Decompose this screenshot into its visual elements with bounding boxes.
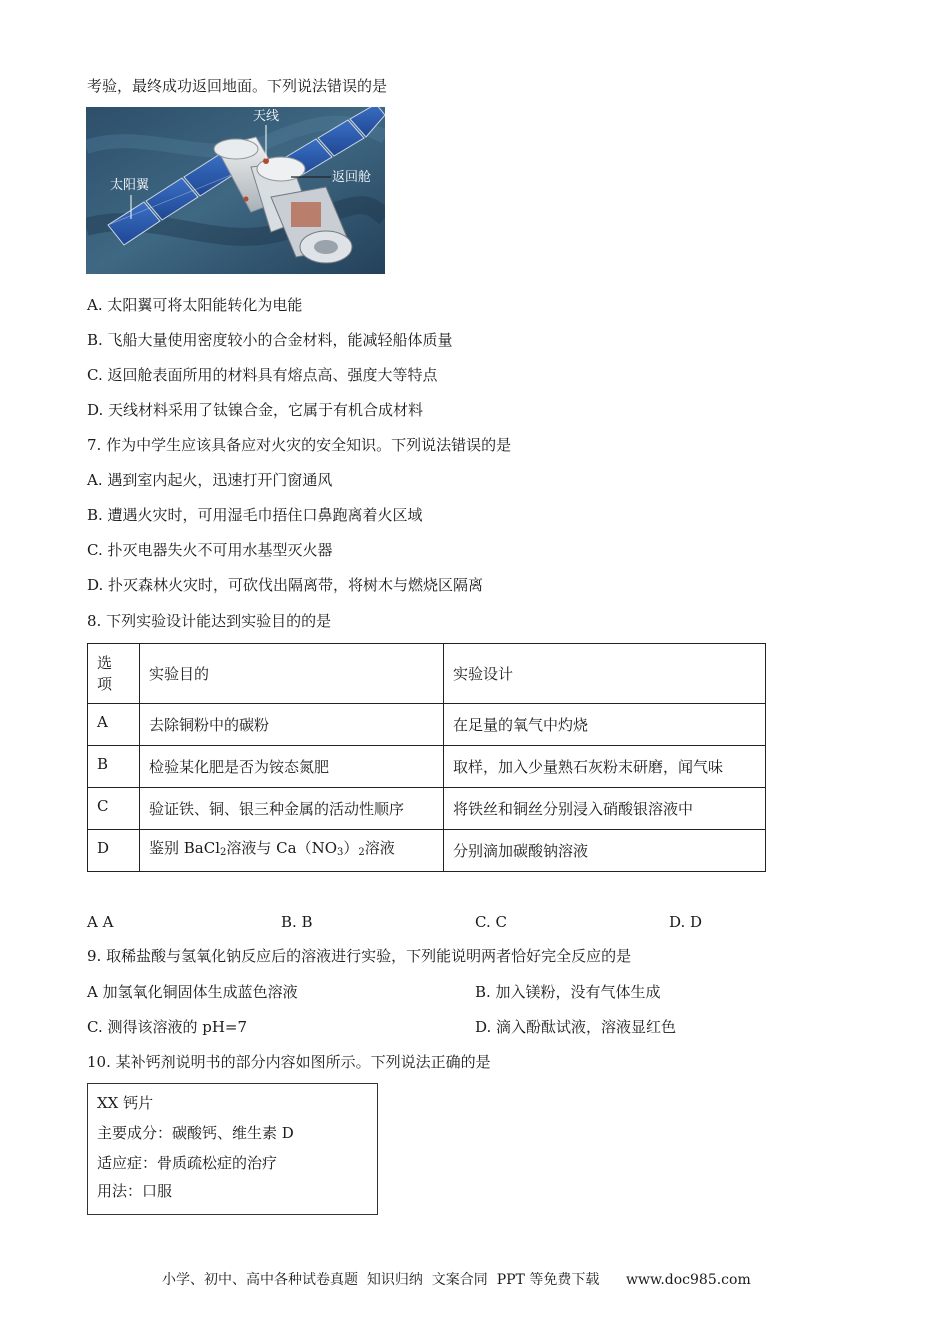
table-row (88, 788, 766, 830)
table-row (88, 830, 766, 872)
spacecraft-image (86, 107, 385, 274)
q9-option-b: B. 加入镁粉，没有气体生成 (475, 983, 661, 1001)
header-option-text: 选项 (97, 653, 113, 693)
box-line: XX 钙片 (97, 1094, 154, 1112)
table-row (88, 746, 766, 788)
subscript: 2 (358, 847, 365, 858)
q8-answer-d: D. D (669, 913, 703, 931)
q9-option-c: C. 测得该溶液的 pH=7 (87, 1018, 248, 1036)
row-b-purpose: 检验某化肥是否为铵态氮肥 (140, 746, 444, 788)
row-a-option: A (88, 704, 140, 746)
q9-option-a: A 加氢氧化铜固体生成蓝色溶液 (87, 983, 298, 1001)
header-purpose: 实验目的 (140, 644, 444, 704)
q7-option-d: D. 扑灭森林火灾时，可砍伐出隔离带，将树木与燃烧区隔离 (87, 576, 484, 594)
box-line: 主要成分：碳酸钙、维生素 D (97, 1124, 294, 1142)
page-footer: 小学、初中、高中各种试卷真题 知识归纳 文案合同 PPT 等免费下载 www.doc985.com (162, 1272, 751, 1288)
q7-option-a: A. 遇到室内起火，迅速打开门窗通风 (87, 471, 333, 489)
q7-stem: 7. 作为中学生应该具备应对火灾的安全知识。下列说法错误的是 (87, 436, 512, 454)
table-header-row (88, 644, 766, 704)
row-d-purpose-part: 鉴别 BaCl (149, 839, 221, 857)
row-d-design: 分别滴加碳酸钠溶液 (444, 830, 766, 872)
header-option (88, 644, 140, 704)
row-d-purpose-part: 溶液 (364, 839, 395, 857)
q7-option-c: C. 扑灭电器失火不可用水基型灭火器 (87, 541, 333, 559)
experiment-table (87, 643, 766, 872)
row-d-purpose-part: 溶液与 Ca（NO (226, 839, 338, 857)
question-6-stem-continuation: 考验，最终成功返回地面。下列说法错误的是 (87, 77, 388, 95)
header-design: 实验设计 (444, 644, 766, 704)
return-capsule-label: 返回舱 (332, 170, 372, 185)
solar-wing-label: 太阳翼 (110, 178, 150, 193)
q8-answer-c: C. C (475, 913, 507, 931)
q8-answer-b: B. B (281, 913, 313, 931)
q10-stem: 10. 某补钙剂说明书的部分内容如图所示。下列说法正确的是 (87, 1053, 491, 1071)
row-c-purpose: 验证铁、铜、银三种金属的活动性顺序 (140, 788, 444, 830)
row-b-design: 取样，加入少量熟石灰粉末研磨，闻气味 (444, 746, 766, 788)
q6-option-a: A. 太阳翼可将太阳能转化为电能 (87, 296, 303, 314)
row-d-option: D (88, 830, 140, 872)
antenna-label: 天线 (253, 109, 280, 124)
q6-option-d: D. 天线材料采用了钛镍合金，它属于有机合成材料 (87, 401, 424, 419)
box-line: 适应症：骨质疏松症的治疗 (97, 1154, 278, 1172)
row-a-purpose: 去除铜粉中的碳粉 (140, 704, 444, 746)
row-d-purpose (140, 830, 444, 872)
q9-stem: 9. 取稀盐酸与氢氧化钠反应后的溶液进行实验，下列能说明两者恰好完全反应的是 (87, 947, 632, 965)
q9-option-d: D. 滴入酚酞试液，溶液显红色 (475, 1018, 677, 1036)
table-row (88, 704, 766, 746)
row-a-design: 在足量的氧气中灼烧 (444, 704, 766, 746)
row-c-option: C (88, 788, 140, 830)
row-b-option: B (88, 746, 140, 788)
row-c-design: 将铁丝和铜丝分别浸入硝酸银溶液中 (444, 788, 766, 830)
subscript: 3 (337, 847, 344, 858)
q6-option-b: B. 飞船大量使用密度较小的合金材料，能减轻船体质量 (87, 331, 453, 349)
subscript: 2 (220, 847, 227, 858)
supplement-label-box (87, 1083, 378, 1215)
q8-stem: 8. 下列实验设计能达到实验目的的是 (87, 612, 332, 630)
row-d-purpose-part: ） (343, 839, 359, 857)
q8-answer-a: A A (87, 913, 114, 931)
q7-option-b: B. 遭遇火灾时，可用湿毛巾捂住口鼻跑离着火区域 (87, 506, 423, 524)
q6-option-c: C. 返回舱表面所用的材料具有熔点高、强度大等特点 (87, 366, 438, 384)
box-line: 用法：口服 (97, 1182, 173, 1200)
